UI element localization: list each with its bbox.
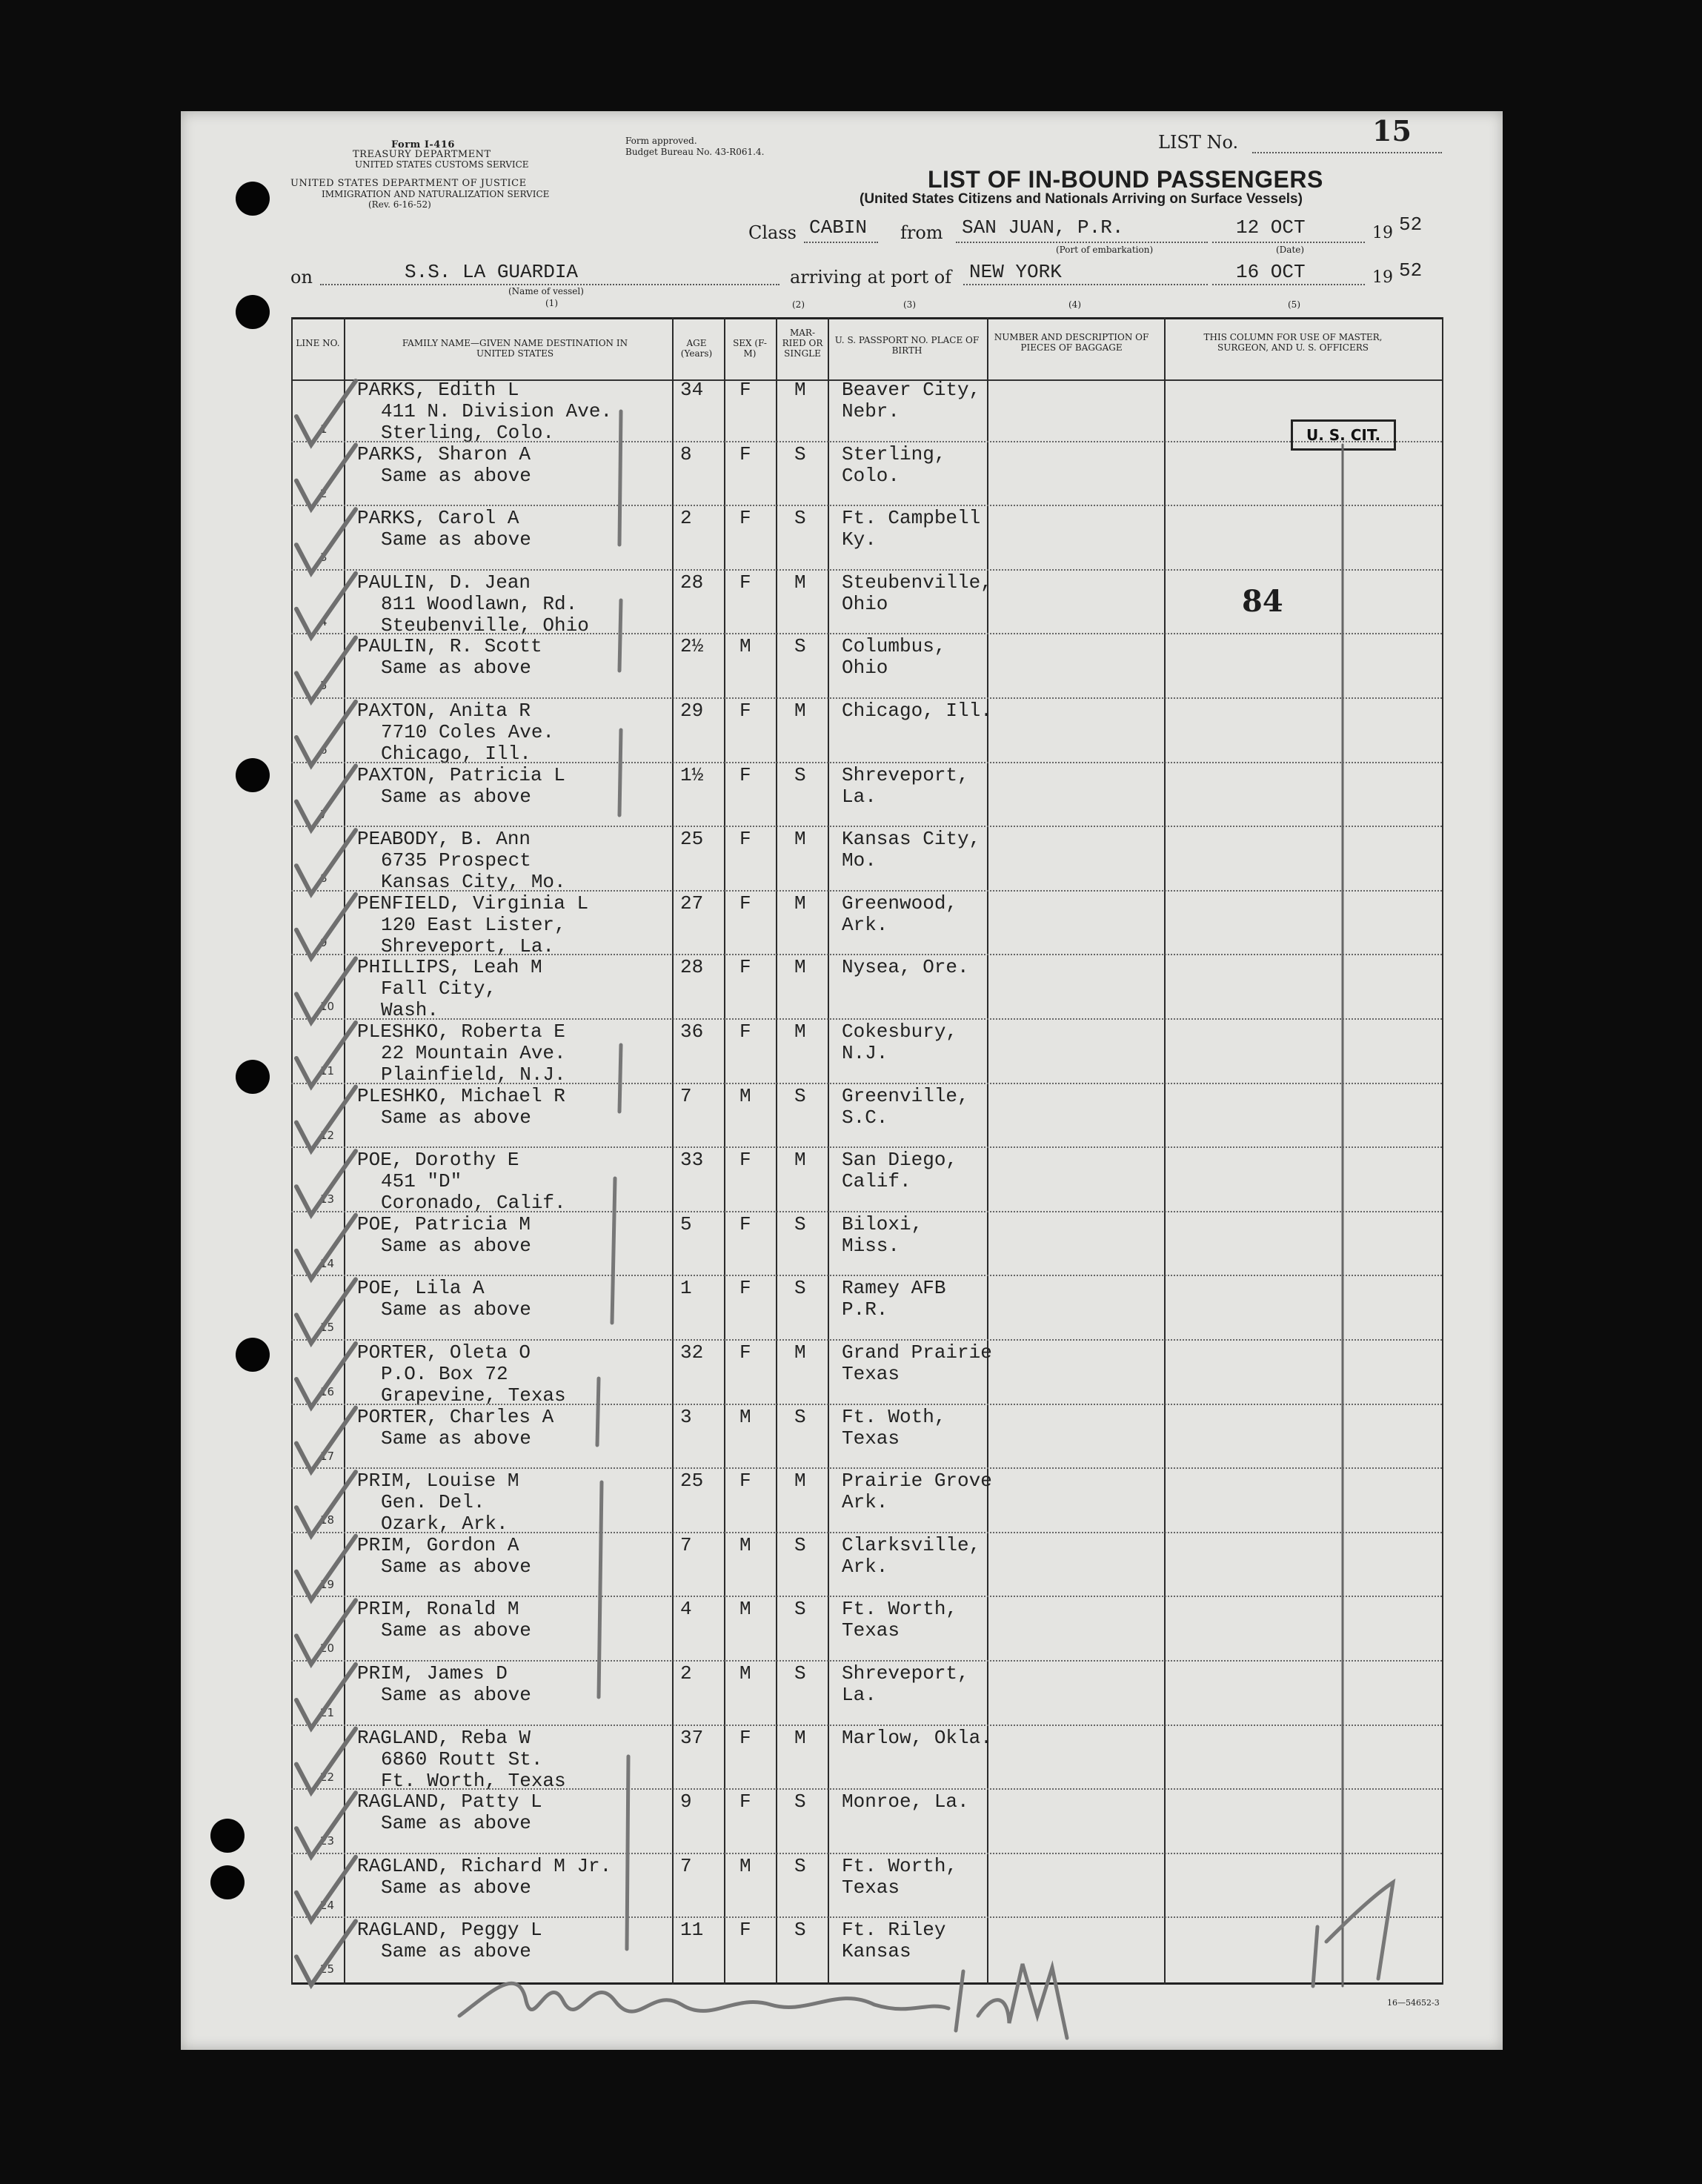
port-of-embarkation-label: (Port of embarkation) [1056,245,1154,255]
col-header-sex: SEX (F-M) [733,338,767,359]
cell-pob1: Ft. Worth, [842,1598,958,1621]
cell-age: 7 [680,1084,692,1107]
cell-age: 25 [680,1470,704,1493]
arriving-label: arriving at port of [790,267,952,288]
cell-pob1: Biloxi, [842,1212,923,1235]
cell-pob2: Nebr. [842,400,900,422]
cell-pob2: Texas [842,1363,900,1385]
cell-pob2: Ark. [842,1491,888,1514]
cell-pob2: Ky. [842,528,877,551]
bracket-line [627,1756,628,1949]
cell-addr1: Gen. Del. [381,1491,485,1514]
cell-name: PRIM, Gordon A [357,1533,519,1556]
check-mark [296,1729,356,1793]
col-header-line: LINE NO. [296,338,340,348]
cell-addr1: Same as above [381,657,531,680]
cell-addr2: Shreveport, La. [381,935,555,957]
check-mark [296,1087,356,1151]
line-number: 9 [320,935,328,949]
cell-pob1: Columbus, [842,635,946,658]
cell-pob2: Ohio [842,657,888,680]
cell-ms: S [794,1598,806,1621]
cell-age: 7 [680,1854,692,1877]
cell-age: 32 [680,1341,704,1364]
cell-age: 8 [680,442,692,465]
cell-pob1: Ramey AFB [842,1277,946,1300]
cell-ms: S [794,1084,806,1107]
vessel-col-number: (1) [545,298,558,308]
check-mark [296,1344,356,1407]
bracket-line [597,1378,599,1445]
cell-ms: M [794,1341,806,1364]
cell-name: POE, Patricia M [357,1212,531,1235]
line-number: 10 [320,1000,335,1014]
cell-ms: M [794,828,806,851]
cell-age: 28 [680,956,704,979]
cell-ms: S [794,1277,806,1300]
justice-dept: UNITED STATES DEPARTMENT OF JUSTICE [290,178,527,189]
check-mark [296,958,356,1022]
line-number: 5 [320,679,328,693]
from-label: from [900,222,943,243]
cell-pob1: Ft. Worth, [842,1854,958,1877]
check-mark [296,1279,356,1343]
cell-addr1: 6735 Prospect [381,849,531,872]
cell-name: POE, Lila A [357,1277,485,1300]
cell-addr1: Same as above [381,528,531,551]
on-label: on [290,267,313,288]
cell-ms: M [794,1726,806,1749]
cell-pob2: La. [842,1684,877,1706]
form-approved: Form approved. [625,136,697,146]
list-number: 15 [1372,114,1412,147]
cell-name: PLESHKO, Michael R [357,1084,565,1107]
cell-age: 27 [680,892,704,915]
line-number: 15 [320,1321,335,1335]
class-value: CABIN [809,216,868,239]
check-mark [296,637,356,701]
check-mark [296,574,356,637]
cell-name: PAULIN, D. Jean [357,571,531,594]
year-arrival: 52 [1399,259,1423,282]
check-mark [296,702,356,766]
cell-name: PRIM, Ronald M [357,1598,519,1621]
cell-age: 29 [680,700,704,722]
form-footer-code: 16—54652-3 [1387,1998,1440,2008]
bracket-line [599,1482,602,1697]
check-mark [296,1857,356,1921]
form-number: Form I-416 [391,139,455,150]
bracket-line [619,730,621,815]
cell-name: RAGLAND, Peggy L [357,1919,542,1942]
check-mark [296,894,356,958]
line-number: 4 [320,614,328,628]
check-mark [296,381,356,445]
cell-ms: S [794,1854,806,1877]
cell-pob1: Greenwood, [842,892,958,915]
signature-scrawl [459,1964,1067,2038]
cell-sex: F [739,892,751,915]
col-number-2: (2) [792,299,805,310]
tally-mark [1326,1882,1393,1979]
departure-date: 12 OCT [1236,216,1306,239]
cell-pob1: Steubenville, [842,571,992,594]
cell-name: RAGLAND, Reba W [357,1726,531,1749]
cell-addr1: Same as above [381,1234,531,1257]
treasury-dept: TREASURY DEPARTMENT [353,149,491,160]
cell-age: 25 [680,828,704,851]
cell-pob2: Texas [842,1619,900,1642]
cell-pob1: Grand Prairie [842,1341,992,1364]
cell-sex: M [739,1662,751,1685]
col-header-passport: U. S. PASSPORT NO. PLACE OF BIRTH [834,335,980,356]
cell-sex: F [739,1790,751,1813]
col-header-officers: THIS COLUMN FOR USE OF MASTER, SURGEON, AND U. S. OFFICERS [1203,332,1383,353]
cell-pob2: S.C. [842,1106,888,1129]
cell-pob1: Kansas City, [842,828,981,851]
bracket-line [619,600,621,671]
cell-sex: F [739,1919,751,1942]
cell-pob1: Marlow, Okla. [842,1726,992,1749]
cell-name: PEABODY, B. Ann [357,828,531,851]
cell-pob1: Shreveport, [842,1662,969,1685]
cell-pob1: Beaver City, [842,379,981,401]
cell-name: PLESHKO, Roberta E [357,1020,565,1043]
cell-age: 33 [680,1149,704,1172]
col-header-age: AGE (Years) [680,338,713,359]
cell-addr1: Fall City, [381,978,497,1000]
cell-pob1: Sterling, [842,442,946,465]
cell-name: PAULIN, R. Scott [357,635,542,658]
cell-pob1: Ft. Campbell [842,507,981,530]
cell-pob1: Prairie Grove [842,1470,992,1493]
cell-addr2: Coronado, Calif. [381,1192,566,1215]
check-mark [296,1600,356,1664]
check-mark [296,1793,356,1856]
cell-pob1: Ft. Woth, [842,1405,946,1428]
cell-pob1: Nysea, Ore. [842,956,969,979]
cell-addr2: Plainfield, N.J. [381,1063,566,1086]
cell-name: PORTER, Charles A [357,1405,554,1428]
line-number: 25 [320,1962,335,1976]
line-number: 8 [320,872,328,886]
cell-sex: F [739,1726,751,1749]
tally-mark [1313,1927,1317,1986]
cell-addr1: Same as above [381,464,531,487]
cell-ms: M [794,1020,806,1043]
cell-ms: S [794,507,806,530]
cell-ms: S [794,442,806,465]
cell-addr2: Wash. [381,999,439,1022]
line-number: 23 [320,1834,335,1848]
col-number-3: (3) [903,299,916,310]
line-number: 1 [320,422,328,436]
cell-sex: M [739,1533,751,1556]
budget-bureau: Budget Bureau No. 43-R061.4. [625,147,765,157]
cell-addr1: Same as above [381,785,531,808]
page-title: LIST OF IN-BOUND PASSENGERS [928,166,1323,193]
cell-pob2: Ark. [842,1555,888,1578]
cell-sex: F [739,1149,751,1172]
officer-note-count: 84 [1242,584,1283,619]
line-number: 12 [320,1128,335,1142]
cell-age: 3 [680,1405,692,1428]
line-number: 13 [320,1192,335,1206]
page-subtitle: (United States Citizens and Nationals Arriving on Surface Vessels) [860,191,1303,207]
cell-name: PAXTON, Anita R [357,700,531,722]
cell-ms: S [794,1405,806,1428]
cell-sex: M [739,1598,751,1621]
us-citizen-stamp: U. S. CIT. [1291,419,1396,451]
cell-sex: M [739,635,751,658]
cell-ms: S [794,1212,806,1235]
cell-pob2: Ark. [842,913,888,936]
class-label: Class [748,222,797,243]
cell-addr2: Kansas City, Mo. [381,871,566,894]
cell-name: RAGLAND, Patty L [357,1790,542,1813]
cell-pob2: Miss. [842,1234,900,1257]
cell-addr1: 411 N. Division Ave. [381,400,613,422]
line-number: 2 [320,486,328,500]
cell-pob1: Clarksville, [842,1533,981,1556]
date-label: (Date) [1276,245,1305,255]
cell-ms: M [794,571,806,594]
year-prefix-arrival: 19 [1372,268,1393,287]
year-departure: 52 [1399,213,1423,236]
cell-pob1: San Diego, [842,1149,958,1172]
cell-ms: S [794,763,806,786]
cell-ms: S [794,1919,806,1942]
line-number: 19 [320,1577,335,1591]
cell-name: PHILLIPS, Leah M [357,956,542,979]
col-number-4: (4) [1068,299,1081,310]
cell-sex: F [739,956,751,979]
cell-age: 34 [680,379,704,401]
line-number: 3 [320,551,328,565]
arrival-port: NEW YORK [969,261,1062,283]
cell-ms: M [794,956,806,979]
cell-name: PARKS, Edith L [357,379,519,401]
cell-ms: M [794,379,806,401]
cell-addr2: Ft. Worth, Texas [381,1769,566,1792]
cell-sex: F [739,507,751,530]
revision: (Rev. 6-16-52) [368,199,431,210]
cell-addr1: P.O. Box 72 [381,1363,508,1385]
vessel-name: S.S. LA GUARDIA [405,261,579,283]
cell-name: PAXTON, Patricia L [357,763,565,786]
line-number: 6 [320,743,328,757]
cell-sex: F [739,571,751,594]
cell-addr1: Same as above [381,1812,531,1835]
cell-name: PRIM, Louise M [357,1470,519,1493]
cell-name: PARKS, Carol A [357,507,519,530]
cell-pob1: Greenville, [842,1084,969,1107]
check-mark [296,509,356,573]
cell-addr1: 7710 Coles Ave. [381,721,555,743]
cell-sex: F [739,1341,751,1364]
line-number: 18 [320,1513,335,1527]
port-of-embarkation: SAN JUAN, P.R. [962,216,1124,239]
cell-pob1: Chicago, Ill. [842,700,992,722]
cell-sex: M [739,1854,751,1877]
cell-pob2: Ohio [842,592,888,615]
cell-pob2: P.R. [842,1298,888,1321]
cell-age: 9 [680,1790,692,1813]
check-mark [296,1664,356,1728]
cell-name: PORTER, Oleta O [357,1341,531,1364]
cell-ms: S [794,1533,806,1556]
cell-ms: M [794,1149,806,1172]
check-mark [296,1472,356,1536]
cell-addr1: 120 East Lister, [381,913,566,936]
cell-age: 2 [680,507,692,530]
line-number: 17 [320,1449,335,1463]
line-number: 7 [320,807,328,821]
cell-ms: S [794,1790,806,1813]
cell-ms: S [794,635,806,658]
cell-age: 37 [680,1726,704,1749]
col-header-baggage: NUMBER AND DESCRIPTION OF PIECES OF BAGGAGE [994,332,1149,353]
cell-age: 7 [680,1533,692,1556]
col-header-married: MAR-RIED OR SINGLE [782,328,823,359]
cell-pob2: Colo. [842,464,900,487]
cell-addr1: Same as above [381,1427,531,1450]
cell-sex: F [739,1020,751,1043]
bracket-line [619,1045,621,1112]
cell-ms: M [794,1470,806,1493]
cell-age: 2½ [680,635,704,658]
cell-name: POE, Dorothy E [357,1149,519,1172]
cell-age: 5 [680,1212,692,1235]
cell-age: 2 [680,1662,692,1685]
cell-addr1: Same as above [381,1940,531,1963]
bracket-line [619,411,621,545]
check-mark [296,1215,356,1279]
check-mark [296,830,356,894]
check-mark [296,1151,356,1215]
check-mark [296,445,356,509]
cell-addr1: Same as above [381,1619,531,1642]
cell-name: PENFIELD, Virginia L [357,892,589,915]
cell-age: 4 [680,1598,692,1621]
customs-service: UNITED STATES CUSTOMS SERVICE [355,159,529,170]
cell-addr1: Same as above [381,1684,531,1706]
cell-age: 1½ [680,763,704,786]
cell-name: PARKS, Sharon A [357,442,531,465]
cell-pob2: N.J. [842,1042,888,1064]
cell-addr1: 451 "D" [381,1170,462,1193]
vessel-label: (Name of vessel) [508,286,584,296]
line-number: 11 [320,1064,335,1078]
cell-addr1: Same as above [381,1106,531,1129]
line-number: 21 [320,1706,335,1719]
check-mark [296,1536,356,1600]
cell-pob1: Cokesbury, [842,1020,958,1043]
cell-ms: M [794,700,806,722]
check-mark [296,1023,356,1086]
cell-pob2: La. [842,785,877,808]
check-mark [296,1408,356,1472]
cell-name: RAGLAND, Richard M Jr. [357,1854,612,1877]
cell-addr1: Same as above [381,1555,531,1578]
cell-pob1: Shreveport, [842,763,969,786]
cell-age: 1 [680,1277,692,1300]
line-number: 16 [320,1385,335,1398]
cell-addr2: Chicago, Ill. [381,743,531,765]
cell-age: 11 [680,1919,704,1942]
cell-addr2: Grapevine, Texas [381,1384,566,1407]
cell-addr1: Same as above [381,1876,531,1899]
cell-sex: M [739,1084,751,1107]
cell-addr2: Ozark, Ark. [381,1513,508,1536]
col-header-name: FAMILY NAME—GIVEN NAME DESTINATION IN UNITED STATES [402,338,628,359]
cell-addr1: Same as above [381,1298,531,1321]
cell-sex: F [739,1277,751,1300]
line-number: 14 [320,1256,335,1270]
cell-pob2: Kansas [842,1940,911,1963]
cell-ms: S [794,1662,806,1685]
cell-sex: M [739,1405,751,1428]
immigration-service: IMMIGRATION AND NATURALIZATION SERVICE [322,189,550,199]
cell-sex: F [739,763,751,786]
line-number: 22 [320,1770,335,1784]
cell-age: 36 [680,1020,704,1043]
cell-addr1: 6860 Routt St. [381,1747,543,1770]
cell-sex: F [739,1212,751,1235]
line-number: 20 [320,1642,335,1656]
line-number: 24 [320,1898,335,1912]
cell-sex: F [739,1470,751,1493]
cell-sex: F [739,379,751,401]
cell-addr2: Steubenville, Ohio [381,614,589,637]
cell-pob1: Monroe, La. [842,1790,969,1813]
cell-pob1: Ft. Riley [842,1919,946,1942]
cell-pob2: Texas [842,1427,900,1450]
cell-sex: F [739,442,751,465]
cell-ms: M [794,892,806,915]
cell-name: PRIM, James D [357,1662,508,1685]
cell-addr1: 22 Mountain Ave. [381,1042,566,1064]
cell-sex: F [739,828,751,851]
col-number-5: (5) [1288,299,1300,310]
check-mark [296,1921,356,1985]
cell-pob2: Mo. [842,849,877,872]
cell-age: 28 [680,571,704,594]
cell-addr1: 811 Woodlawn, Rd. [381,592,578,615]
list-no-label: LIST No. [1158,132,1239,153]
cell-sex: F [739,700,751,722]
cell-pob2: Texas [842,1876,900,1899]
cell-addr2: Sterling, Colo. [381,422,555,444]
cell-pob2: Calif. [842,1170,911,1193]
bracket-line [612,1178,615,1323]
arrival-date: 16 OCT [1236,261,1306,283]
year-prefix-departure: 19 [1372,224,1393,242]
check-mark [296,766,356,830]
